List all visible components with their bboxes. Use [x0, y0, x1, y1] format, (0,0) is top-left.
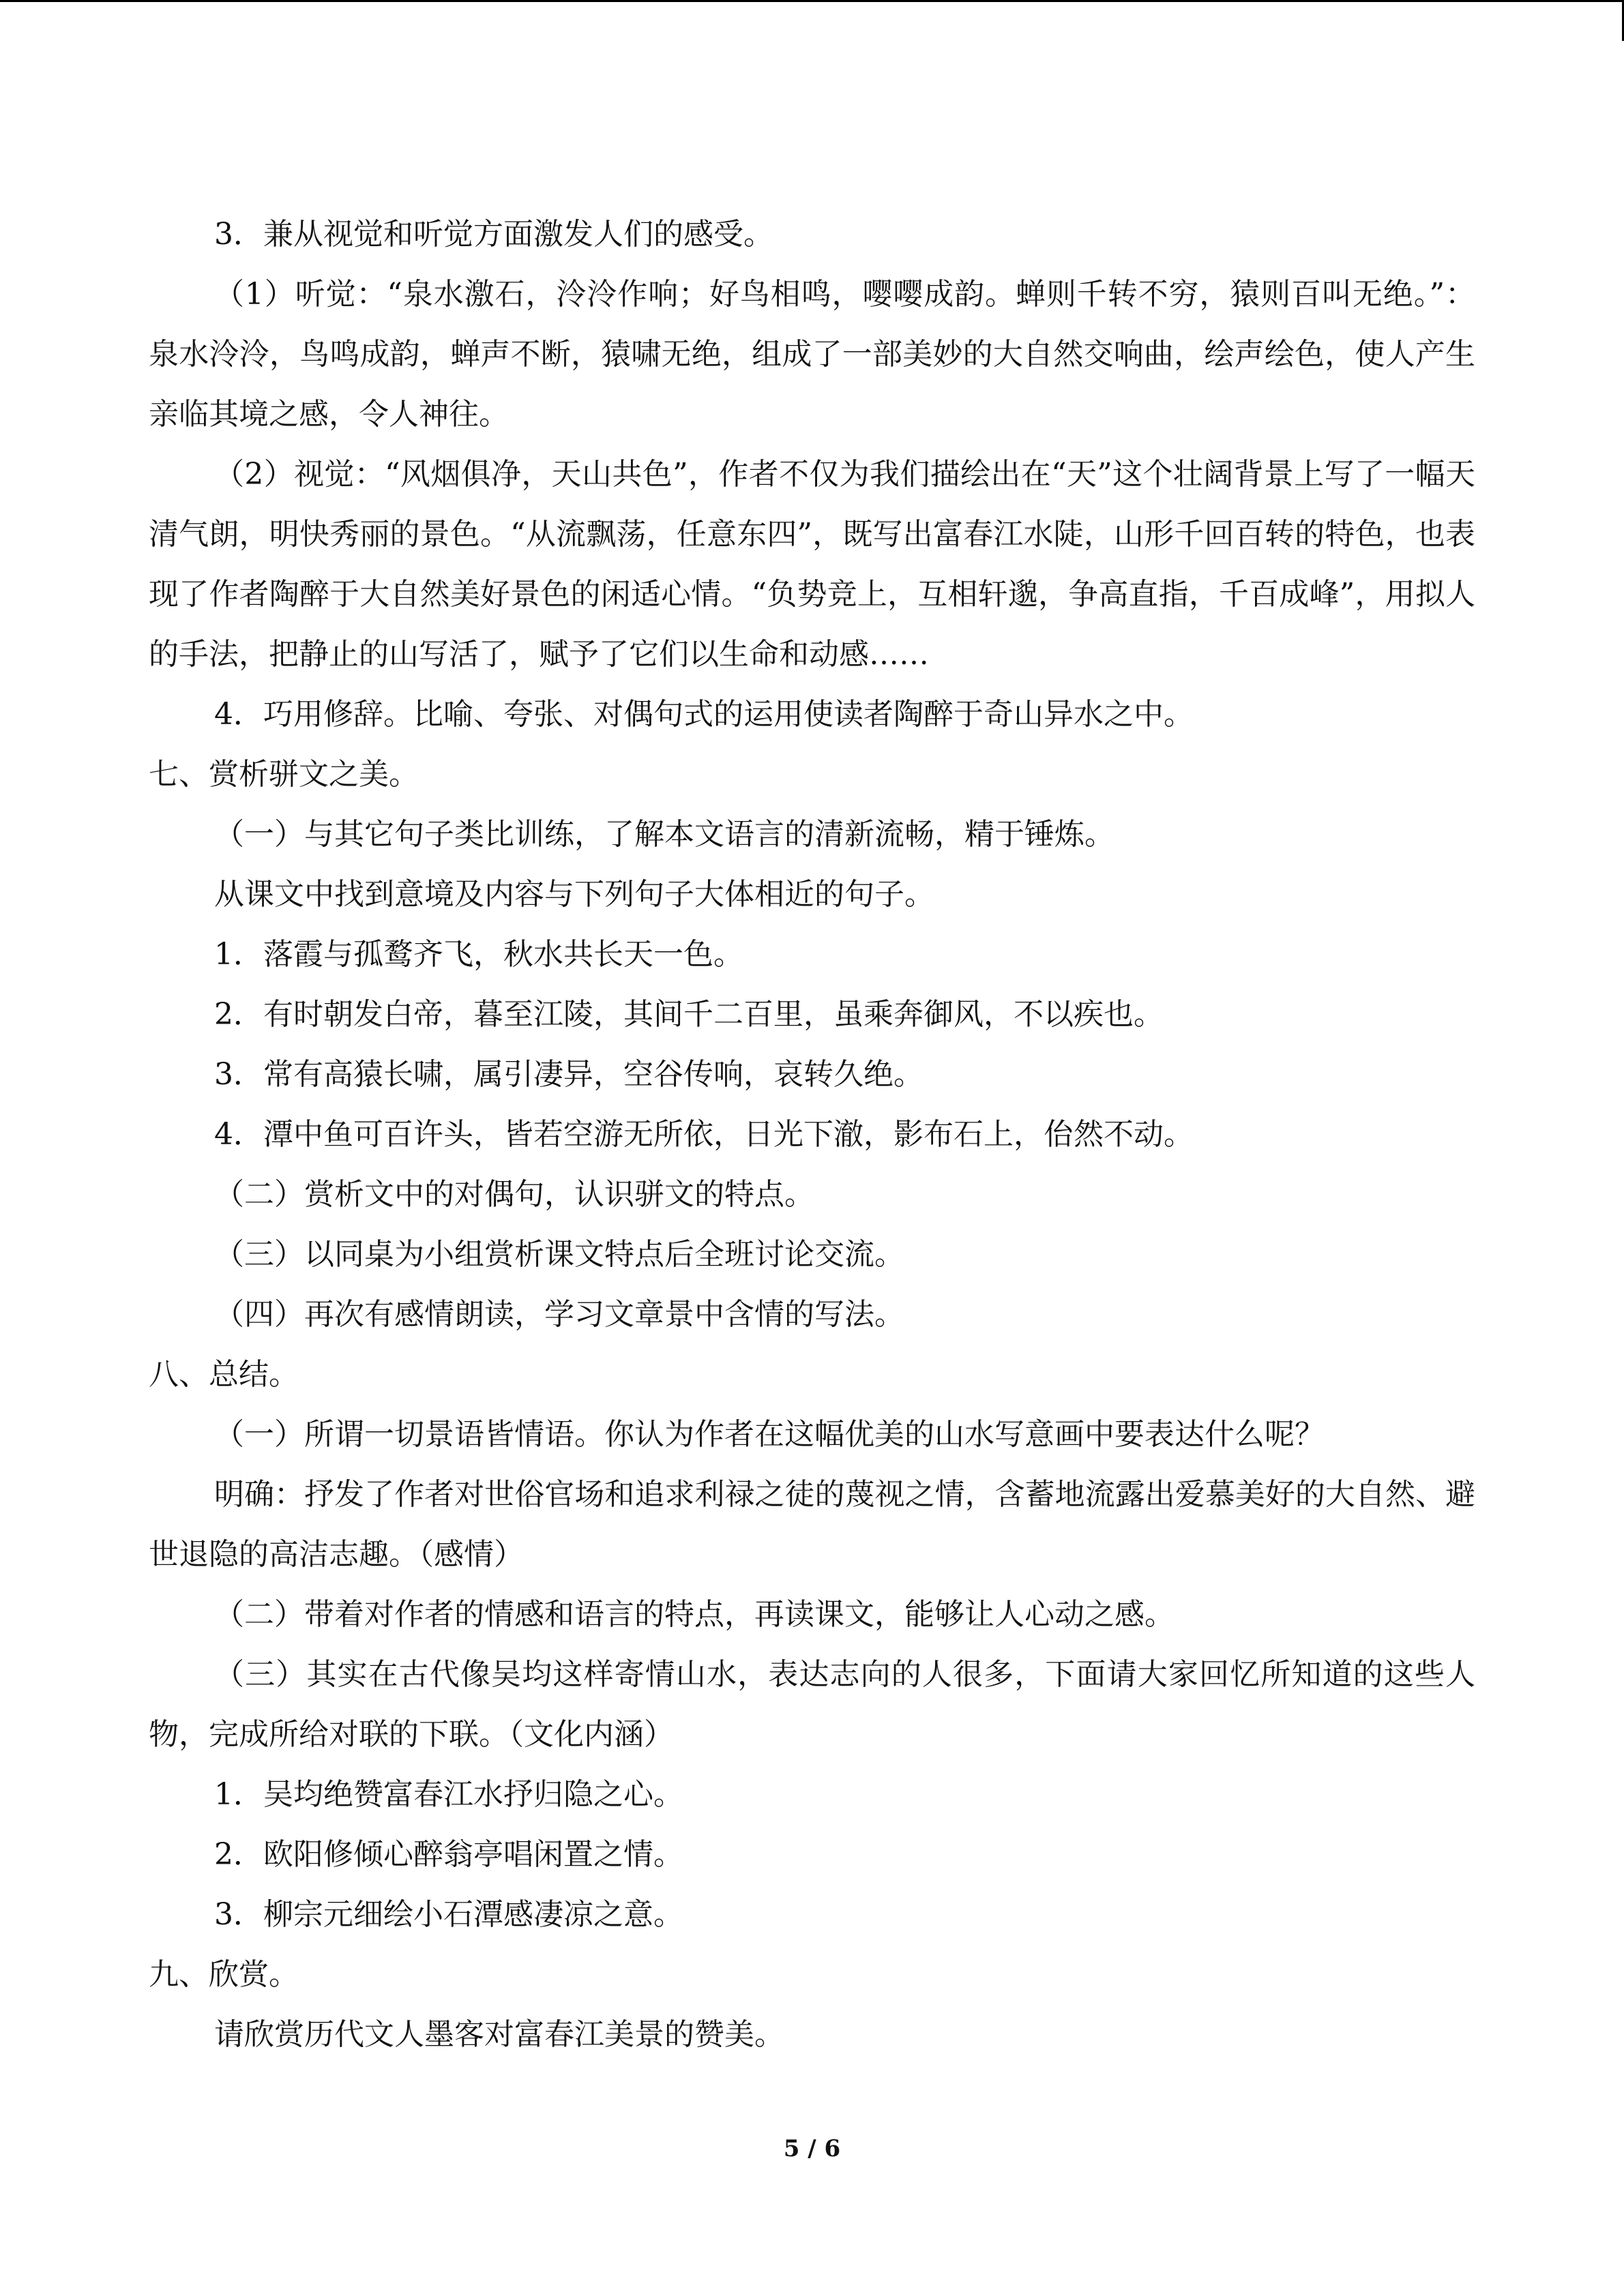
paragraph: 请欣赏历代文人墨客对富春江美景的赞美。	[214, 2017, 784, 2052]
paragraph: 3．兼从视觉和听觉方面激发人们的感受。	[214, 217, 773, 252]
list-item: 1．吴均绝赞富春江水抒归隐之心。	[214, 1777, 683, 1812]
paragraph: 明确：抒发了作者对世俗官场和追求利禄之徒的蔑视之情，含蓄地流露出爱慕美好的大自然、避世退隐的高洁志趣。（感情）	[149, 1477, 1475, 1572]
list-item: 3．常有高猿长啸，属引凄异，空谷传响，哀转久绝。	[214, 1057, 924, 1092]
paragraph: （三）其实在古代像吴均这样寄情山水，表达志向的人很多，下面请大家回忆所知道的这些人物，完成所给对联的下联。（文化内涵）	[149, 1657, 1475, 1752]
paragraph: （二）赏析文中的对偶句，认识骈文的特点。	[214, 1177, 814, 1212]
list-item: 4．潭中鱼可百许头，皆若空游无所依，日光下澈，影布石上，佁然不动。	[214, 1117, 1194, 1152]
paragraph: （三）以同桌为小组赏析课文特点后全班讨论交流。	[214, 1237, 904, 1272]
section-heading: 八、总结。	[149, 1357, 299, 1392]
paragraph: 从课文中找到意境及内容与下列句子大体相近的句子。	[214, 877, 934, 912]
list-item: 1．落霞与孤鹜齐飞，秋水共长天一色。	[214, 937, 743, 972]
paragraph: （四）再次有感情朗读，学习文章景中含情的写法。	[214, 1297, 904, 1332]
page-number: 5 / 6	[783, 2135, 841, 2162]
paragraph: （一）所谓一切景语皆情语。你认为作者在这幅优美的山水写意画中要表达什么呢？	[214, 1417, 1325, 1452]
paragraph: 4．巧用修辞。比喻、夸张、对偶句式的运用使读者陶醉于奇山异水之中。	[214, 697, 1194, 732]
section-heading: 七、赏析骈文之美。	[149, 757, 419, 792]
document-body	[149, 205, 1475, 2065]
paragraph: （2）视觉：“风烟俱净，天山共色”，作者不仅为我们描绘出在“天”这个壮阔背景上写了一幅天清气朗，明快秀丽的景色。“从流飘荡，任意东四”，既写出富春江水陡，山形千回百转的特色，也表现了作者陶醉于大自然美好景色的闲适心情。“负势竞上，互相轩邈，争高直指，千百成峰”，用拟人的手法，把静止的山写活了，赋予了它们以生命和动感……	[149, 457, 1475, 672]
section-heading: 九、欣赏。	[149, 1957, 299, 1992]
list-item: 2．欧阳修倾心醉翁亭唱闲置之情。	[214, 1837, 683, 1872]
top-border-line	[0, 0, 1624, 2]
paragraph: （二）带着对作者的情感和语言的特点，再读课文，能够让人心动之感。	[214, 1597, 1175, 1632]
list-item: 2．有时朝发白帝，暮至江陵，其间千二百里，虽乘奔御风，不以疾也。	[214, 997, 1164, 1032]
list-item: 3．柳宗元细绘小石潭感凄凉之意。	[214, 1897, 683, 1932]
paragraph: （1）听觉：“泉水激石，泠泠作响；好鸟相鸣，嘤嘤成韵。蝉则千转不穷，猿则百叫无绝。”：泉水泠泠，鸟鸣成韵，蝉声不断，猿啸无绝，组成了一部美妙的大自然交响曲，绘声绘色，使人产生亲临其境之感，令人神往。	[149, 277, 1475, 432]
paragraph: （一）与其它句子类比训练，了解本文语言的清新流畅，精于锤炼。	[214, 817, 1114, 852]
